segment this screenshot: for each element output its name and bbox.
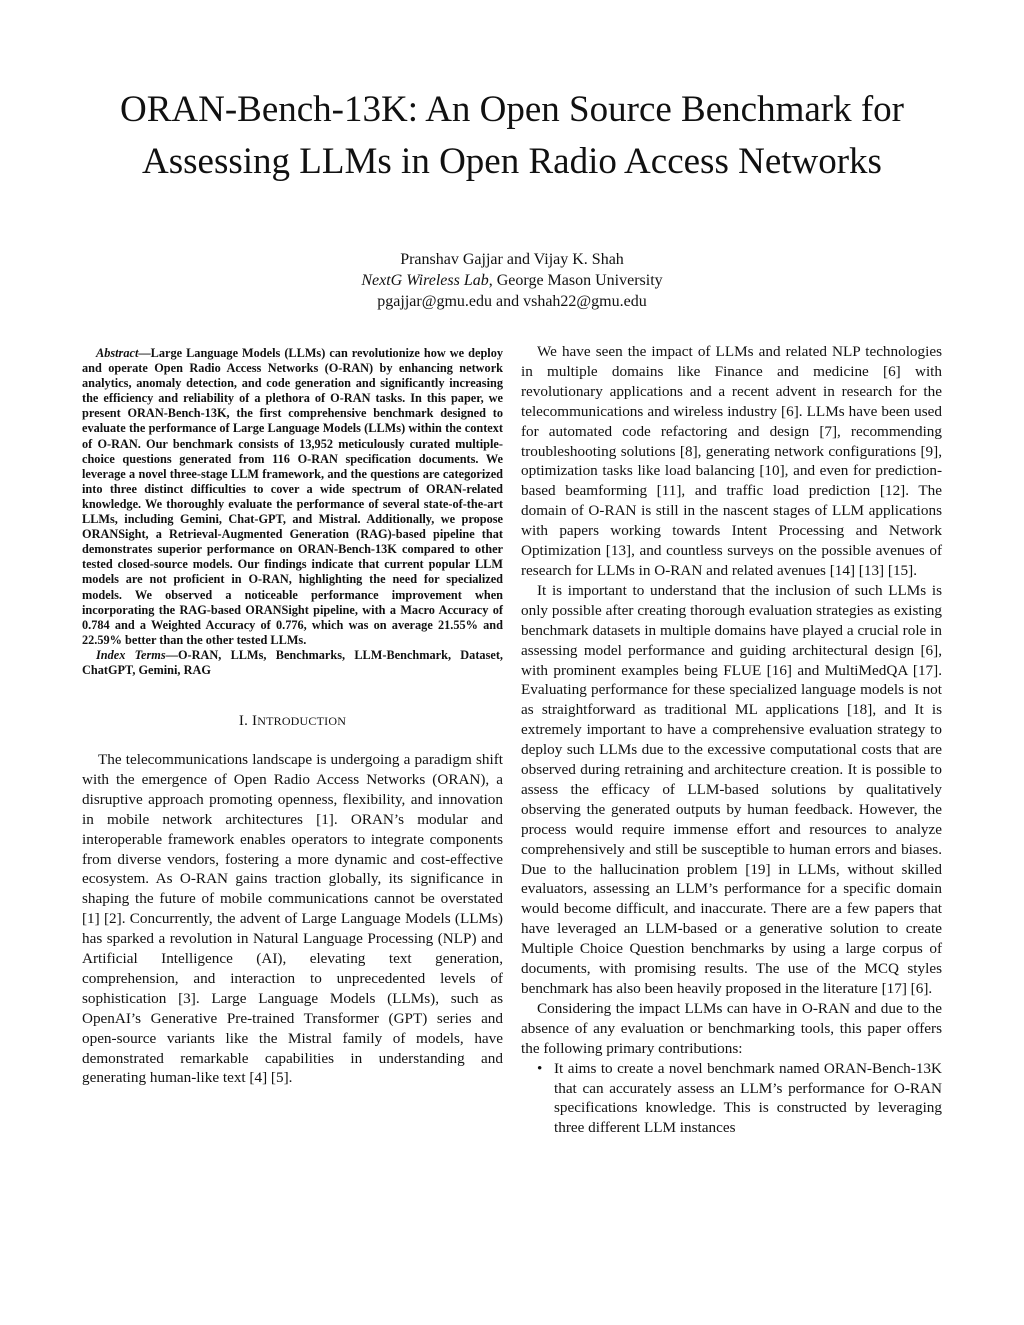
intro-paragraph-1: The telecommunications landscape is undergoing a paradigm shift with the emergence of Open Radio Access Networks (ORAN), a disruptive approach promoting openness, flexibility, and innovation in mobile network architectures [1]. ORAN’s modular and interoperable framework enables operators to integrate components from diverse vendors, fostering a more dynamic and cost-effective ecosystem. As O-RAN gains traction globally, its significance in shaping the future of mobile communications cannot be overstated [1] [2]. Concurrently, the advent of Large Language Models (LLMs) has sparked a revolution in Natural Language Processing (NLP) and Artificial Intelligence (AI), elevating text generation, comprehension, and interaction to unprecedented levels of sophistication [3]. Large Language Models (LLMs), such as OpenAI’s Generative Pre-trained Transformer (GPT) series and open-source variants like the Mistral family of models, have demonstrated remarkable capabilities in understanding and generating human-like text [4] [5]. — [82, 750, 503, 1087]
affiliation — [60, 270, 964, 291]
intro-paragraph-4: Considering the impact LLMs can have in O-RAN and due to the absence of any evaluation or benchmarking tools, this paper offers the following primary contributions: — [521, 999, 942, 1057]
contribution-text: It aims to create a novel benchmark named ORAN-Bench-13K that can accurately assess an LLM’s performance for O-RAN specifications knowledge. This is constructed by leveraging three different LLM instances — [554, 1059, 942, 1137]
abstract-text: Large Language Models (LLMs) can revolutionize how we deploy and operate Open Radio Access Networks (O-RAN) by enhancing network analytics, anomaly detection, and code generation and significantly increasing the efficiency and reliability of a plethora of O-RAN tasks. In this paper, we present ORAN-Bench-13K, the first comprehensive benchmark designed to evaluate the performance of Large Language Models (LLMs) within the context of O-RAN. Our benchmark consists of 13,952 meticulously curated multiple-choice questions generated from 116 O-RAN specification documents. We leverage a novel three-stage LLM framework, and the questions are categorized into three distinct difficulties to cover a wide spectrum of ORAN-related knowledge. We thoroughly evaluate the performance of several state-of-the-art LLMs, including Gemini, Chat-GPT, and Mistral. Additionally, we propose ORANSight, a Retrieval-Augmented Generation (RAG)-based pipeline that demonstrates superior performance on ORAN-Bench-13K compared to other tested closed-source models. Our findings indicate that current popular LLM models are not proficient in O-RAN, highlighting the need for specialized models. We observed a noticeable performance improvement when incorporating the RAG-based ORANSight pipeline, with a Macro Accuracy of 0.784 and a Weighted Accuracy of 0.776, which was on average 21.55% and 22.59% better than the other tested LLMs. — [82, 346, 503, 647]
intro-paragraph-3: It is important to understand that the inclusion of such LLMs is only possible after creating thorough evaluation strategies as existing benchmark datasets in multiple domains have played a crucial role in assessing model performance and guiding architectural design [6], with prominent examples being FLUE [16] and MultiMedQA [17]. Evaluating performance for these specialized language models is not as straightforward as traditional ML applications [18], and It is extremely important to have a comprehensive evaluation strategy to deploy such LLMs due to the excessive computational costs that are observed during retraining and architecture creation. It is possible to assess the efficacy of LLM-based solutions by qualitatively observing the generated outputs by human feedback. However, the process would require immense effort and resources to analyze comprehensively and still be susceptible to human errors and biases. Due to the hallucination problem [19] in LLMs, without skilled evaluators, assessing an LLM’s performance for a specific domain would become difficult, and inaccurate. There are a few papers that have leveraged an LLM-based or a generative solution to create Multiple Choice Question benchmarks by using a large corpus of documents, with promising results. The use of the MCQ styles benchmark has also been heavily proposed in the literature [17] [6]. — [521, 581, 942, 997]
affiliation-lab: NextG Wireless Lab — [361, 272, 489, 289]
index-terms-dash: — — [165, 647, 178, 662]
section-number: I. — [238, 713, 253, 730]
abstract-dash: — — [138, 346, 151, 360]
contributions-list — [521, 1059, 942, 1139]
abstract — [82, 346, 503, 648]
section-initial: I — [252, 713, 258, 730]
author-block — [60, 249, 964, 312]
section-heading-introduction — [82, 712, 503, 732]
right-column — [521, 342, 942, 1138]
bullet-marker: • — [537, 1059, 543, 1077]
list-item — [521, 1059, 942, 1139]
section-title-rest: NTRODUCTION — [257, 714, 347, 729]
abstract-label: Abstract — [96, 346, 139, 360]
index-terms-text: O-RAN, LLMs, Benchmarks, LLM-Benchmark, Dataset, ChatGPT, Gemini, RAG — [82, 647, 503, 677]
intro-paragraph-2: We have seen the impact of LLMs and related NLP technologies in multiple domains like Finance and medicine [6] with revolutionary applications and a recent advent in research for the telecommunications and wireless industry [6]. LLMs have been used for automated code refactoring and design [7], recommending troubleshooting solutions [8], generating network configurations [9], optimization tasks like load balancing [10], and even for prediction-based beamforming [11], and traffic load prediction [12]. The domain of O-RAN is still in the nascent stages of LLM applications with papers working towards Intent Processing and Network Optimization [13], and countless surveys on the possible avenues of research for LLMs in O-RAN and related avenues [14] [13] [15]. — [521, 343, 942, 579]
index-terms-label: Index Terms — [96, 647, 166, 662]
index-terms — [82, 648, 503, 678]
author-emails: pgajjar@gmu.edu and vshah22@gmu.edu — [377, 293, 647, 310]
left-column — [82, 342, 503, 1088]
affiliation-university: , George Mason University — [488, 272, 663, 289]
author-names: Pranshav Gajjar and Vijay K. Shah — [400, 251, 624, 268]
paper-title: ORAN-Bench-13K: An Open Source Benchmark for Assessing LLMs in Open Radio Access Networks — [119, 89, 904, 182]
